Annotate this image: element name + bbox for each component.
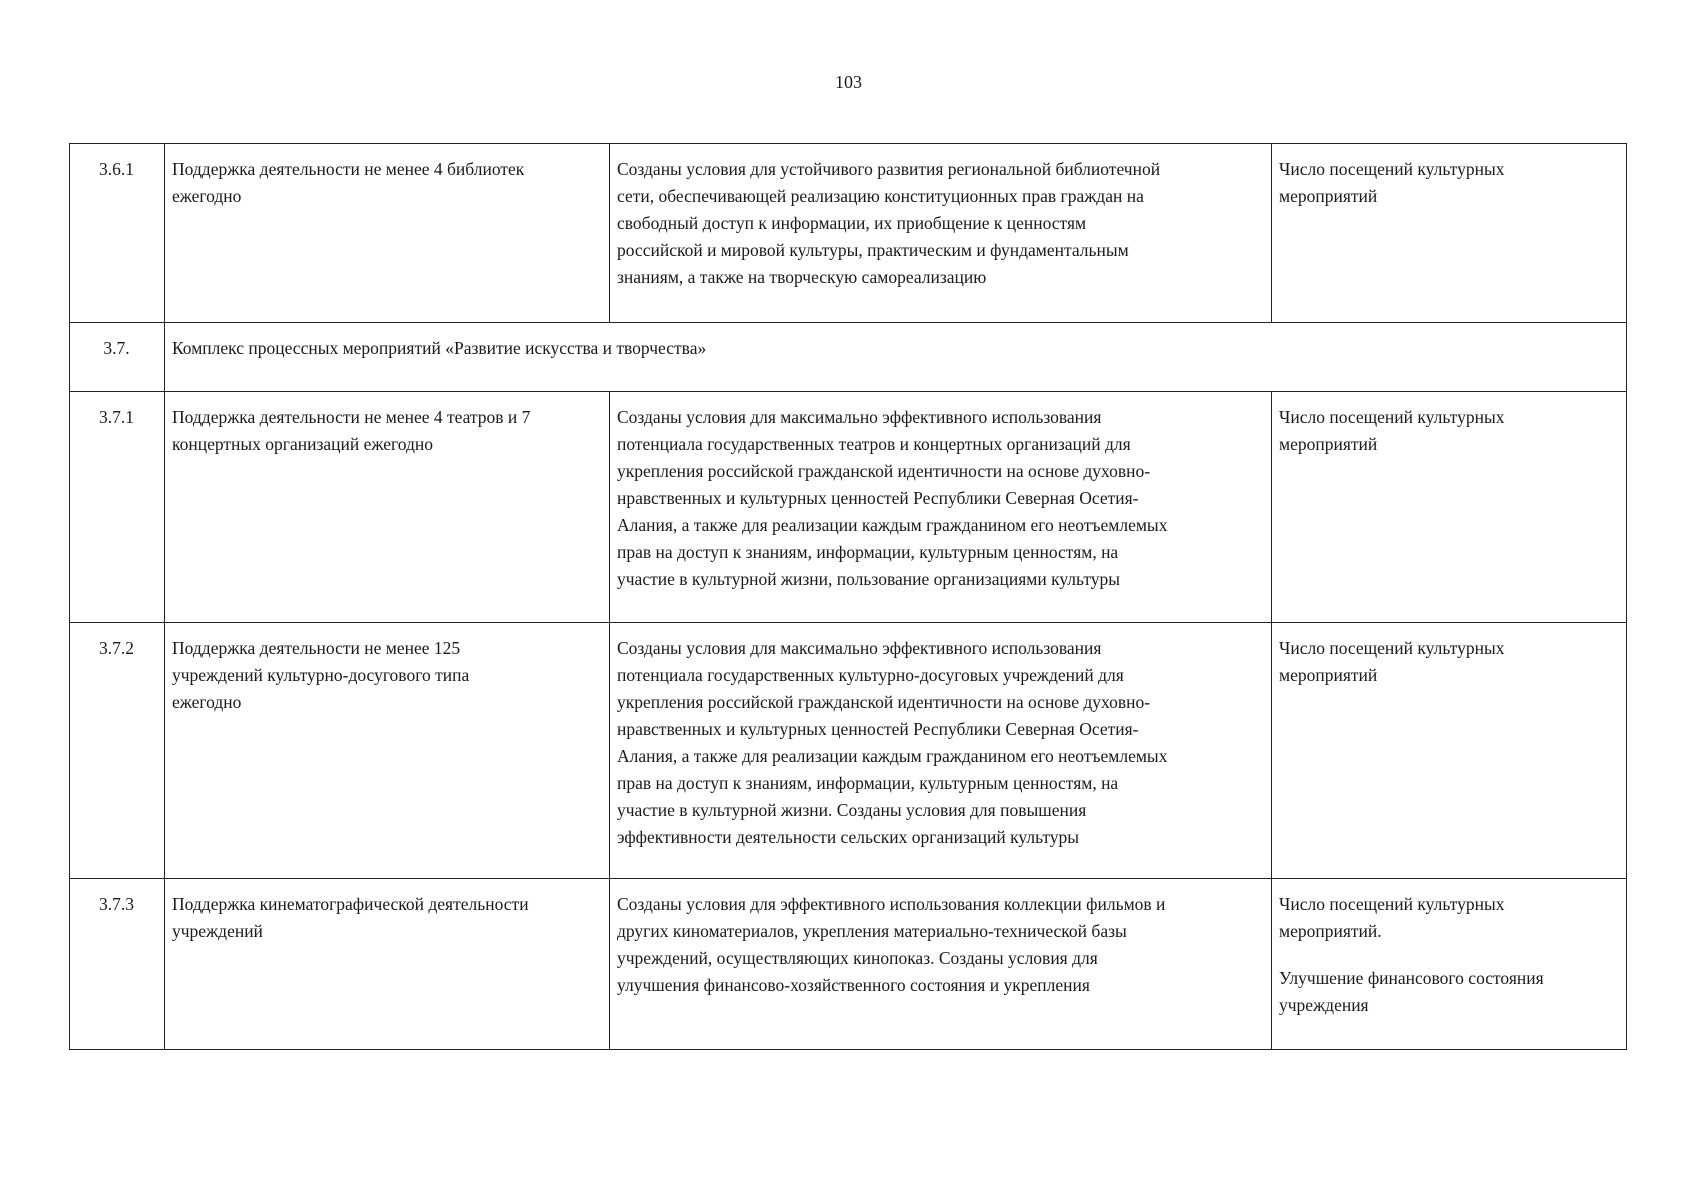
row-number: 3.6.1 [70, 144, 165, 323]
text-line: учреждения [1279, 995, 1369, 1015]
text-line: Поддержка деятельности не менее 125 [172, 638, 461, 658]
measures-table [69, 143, 1627, 1050]
indicator-cell [1272, 623, 1627, 879]
text-line: прав на доступ к знаниям, информации, культурным ценностям, на [617, 542, 1119, 562]
row-number: 3.7.3 [70, 879, 165, 1050]
task-cell [165, 879, 610, 1050]
row-number: 3.7.1 [70, 392, 165, 623]
text-line: Число посещений культурных [1279, 894, 1505, 914]
table-row [70, 144, 1627, 323]
indicator-cell [1272, 392, 1627, 623]
text-line: российской и мировой культуры, практическим и фундаментальным [617, 240, 1129, 260]
text-line: Поддержка деятельности не менее 4 театров и 7 [172, 407, 531, 427]
task-cell [165, 623, 610, 879]
text-line: учреждений [172, 921, 263, 941]
row-number: 3.7.2 [70, 623, 165, 879]
table-row [70, 392, 1627, 623]
paragraph-gap [1279, 945, 1618, 965]
text-line: потенциала государственных культурно-досуговых учреждений для [617, 665, 1124, 685]
text-line: мероприятий. [1279, 921, 1382, 941]
text-line: учреждений, осуществляющих кинопоказ. Созданы условия для [617, 948, 1098, 968]
text-line: других киноматериалов, укрепления материально-технической базы [617, 921, 1127, 941]
text-line: учреждений культурно-досугового типа [172, 665, 470, 685]
text-line: ежегодно [172, 692, 242, 712]
text-line: прав на доступ к знаниям, информации, культурным ценностям, на [617, 773, 1119, 793]
text-line: Число посещений культурных [1279, 159, 1505, 179]
result-cell [610, 144, 1272, 323]
text-line: Улучшение финансового состояния [1279, 968, 1544, 988]
text-line: Алания, а также для реализации каждым гражданином его неотъемлемых [617, 515, 1168, 535]
text-line: знаниям, а также на творческую самореализацию [617, 267, 987, 287]
task-cell [165, 392, 610, 623]
page-number: 103 [835, 72, 862, 92]
text-line: участие в культурной жизни. Созданы условия для повышения [617, 800, 1087, 820]
result-cell [610, 879, 1272, 1050]
text-line: участие в культурной жизни, пользование организациями культуры [617, 569, 1121, 589]
text-line: потенциала государственных театров и концертных организаций для [617, 434, 1131, 454]
text-line: сети, обеспечивающей реализацию конституционных прав граждан на [617, 186, 1144, 206]
text-line: Число посещений культурных [1279, 407, 1505, 427]
text-line: мероприятий [1279, 434, 1378, 454]
section-title [165, 323, 1627, 392]
text-line: Комплекс процессных мероприятий «Развитие искусства и творчества» [172, 338, 707, 358]
text-line: свободный доступ к информации, их приобщение к ценностям [617, 213, 1087, 233]
indicator-cell [1272, 879, 1627, 1050]
text-line: улучшения финансово-хозяйственного состояния и укрепления [617, 975, 1090, 995]
text-line: мероприятий [1279, 186, 1378, 206]
text-line: укрепления российской гражданской идентичности на основе духовно- [617, 692, 1151, 712]
text-line: Число посещений культурных [1279, 638, 1505, 658]
text-line: эффективности деятельности сельских организаций культуры [617, 827, 1080, 847]
section-row [70, 323, 1627, 392]
text-line: Созданы условия для максимально эффективного использования [617, 638, 1102, 658]
result-cell [610, 623, 1272, 879]
table-row [70, 879, 1627, 1050]
text-line: Созданы условия для эффективного использования коллекции фильмов и [617, 894, 1166, 914]
table-row [70, 623, 1627, 879]
text-line: укрепления российской гражданской идентичности на основе духовно- [617, 461, 1151, 481]
text-line: Алания, а также для реализации каждым гражданином его неотъемлемых [617, 746, 1168, 766]
text-line: нравственных и культурных ценностей Республики Северная Осетия- [617, 488, 1139, 508]
text-line: концертных организаций ежегодно [172, 434, 434, 454]
text-line: ежегодно [172, 186, 242, 206]
indicator-cell [1272, 144, 1627, 323]
text-line: Поддержка деятельности не менее 4 библиотек [172, 159, 525, 179]
result-cell [610, 392, 1272, 623]
text-line: мероприятий [1279, 665, 1378, 685]
text-line: Созданы условия для устойчивого развития региональной библиотечной [617, 159, 1161, 179]
task-cell [165, 144, 610, 323]
text-line: нравственных и культурных ценностей Республики Северная Осетия- [617, 719, 1139, 739]
text-line: Поддержка кинематографической деятельности [172, 894, 529, 914]
row-number: 3.7. [70, 323, 165, 392]
text-line: Созданы условия для максимально эффективного использования [617, 407, 1102, 427]
